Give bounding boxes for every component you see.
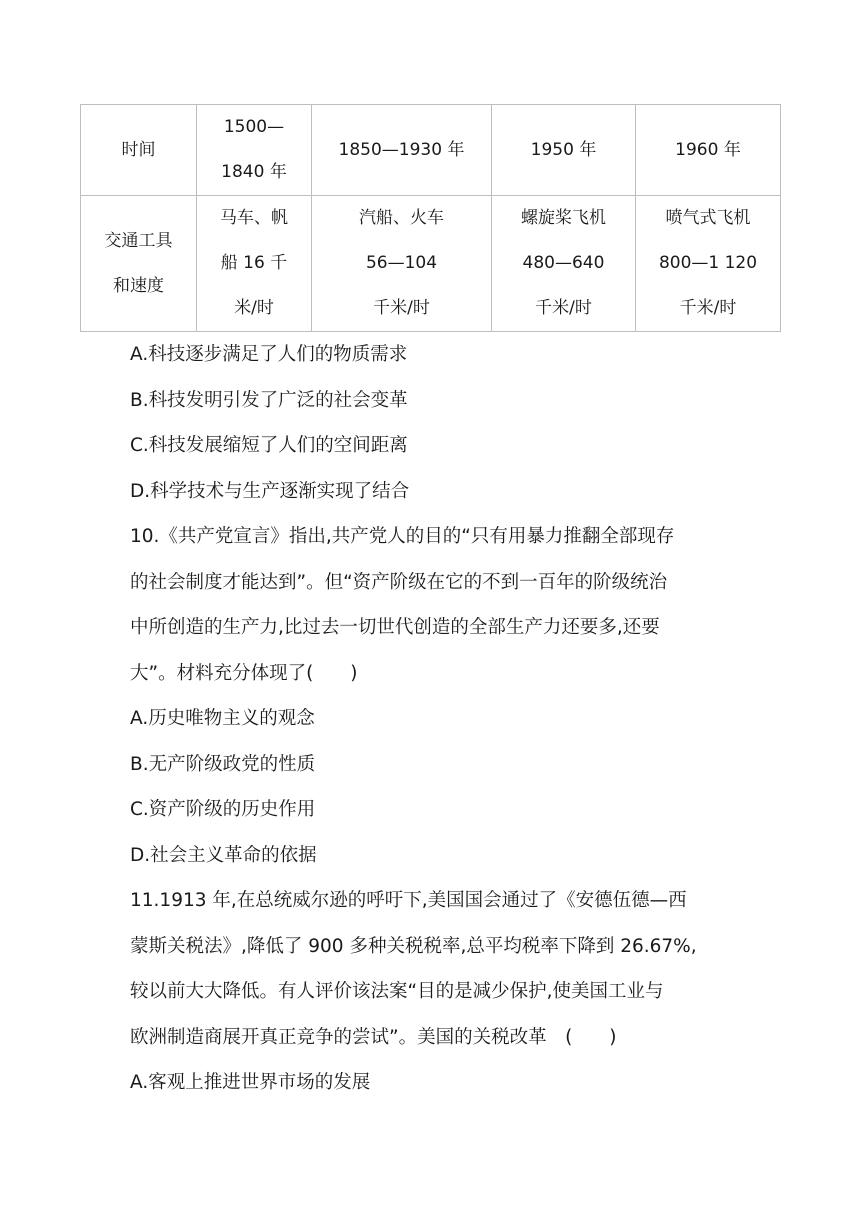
cell-period-1: 马车、帆 船 16 千 米/时 — [197, 196, 312, 332]
header-period-1: 1500— 1840 年 — [197, 105, 312, 196]
q11-stem-line: 较以前大大降低。有人评价该法案“目的是减少保护,使美国工业与 — [130, 981, 664, 1002]
table-data-row — [81, 196, 781, 332]
q11-stem-line: 蒙斯关税法》,降低了 900 多种关税税率,总平均税率下降到 26.67%, — [130, 935, 697, 957]
q11-stem-line: 欧洲制造商展开真正竞争的尝试”。美国的关税改革 ( ) — [130, 1026, 617, 1048]
header-period-2: 1850—1930 年 — [312, 105, 492, 196]
cell-period-4: 喷气式飞机 800—1 120 千米/时 — [636, 196, 781, 332]
cell-period-2: 汽船、火车 56—104 千米/时 — [312, 196, 492, 332]
q9-option-d: D.科学技术与生产逐渐实现了结合 — [130, 480, 410, 502]
header-time: 时间 — [81, 105, 197, 196]
q10-stem-line: 大”。材料充分体现了( ) — [130, 662, 358, 684]
header-period-3: 1950 年 — [492, 105, 636, 196]
q10-stem-line: 中所创造的生产力,比过去一切世代创造的全部生产力还要多,还要 — [130, 617, 660, 638]
q9-option-b: B.科技发明引发了广泛的社会变革 — [130, 389, 408, 411]
cell-period-3: 螺旋桨飞机 480—640 千米/时 — [492, 196, 636, 332]
row-label: 交通工具 和速度 — [81, 196, 197, 332]
header-period-4: 1960 年 — [636, 105, 781, 196]
q10-stem-line: 的社会制度才能达到”。但“资产阶级在它的不到一百年的阶级统治 — [130, 571, 668, 593]
q9-option-a: A.科技逐步满足了人们的物质需求 — [130, 344, 408, 365]
q11-option-a: A.客观上推进世界市场的发展 — [130, 1072, 371, 1093]
q10-option-b: B.无产阶级政党的性质 — [130, 753, 316, 775]
transport-speed-table — [80, 104, 781, 332]
q11-stem-line: 11.1913 年,在总统威尔逊的呼吁下,美国国会通过了《安德伍德—西 — [130, 890, 687, 911]
q10-option-a: A.历史唯物主义的观念 — [130, 708, 315, 729]
q10-option-c: C.资产阶级的历史作用 — [130, 799, 316, 820]
table-header-row — [81, 105, 781, 196]
q9-option-c: C.科技发展缩短了人们的空间距离 — [130, 435, 408, 456]
question-text — [130, 332, 740, 1106]
q10-stem-line: 10.《共产党宣言》指出,共产党人的目的“只有用暴力推翻全部现存 — [130, 526, 675, 547]
q10-option-d: D.社会主义革命的依据 — [130, 844, 317, 866]
